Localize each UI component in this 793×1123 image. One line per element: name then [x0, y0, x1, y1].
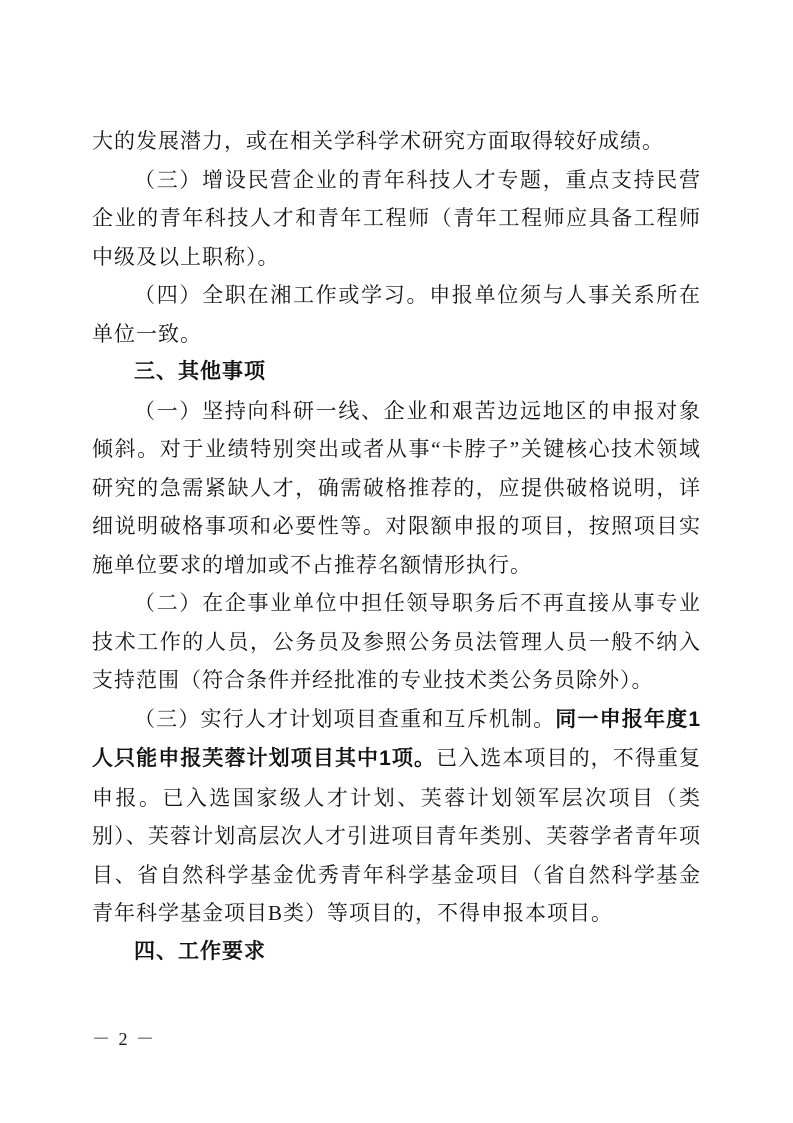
paragraph-text: （三）增设民营企业的青年科技人才专题，重点支持民营企业的青年科技人才和青年工程师（青年工程师应具备工程师中级及以上职称）。 — [92, 167, 701, 269]
paragraph-item-3-section2 — [92, 161, 701, 277]
document-body — [92, 122, 701, 971]
paragraph-text: 已入选本项目的，不得重复申报。已入选国家级人才计划、芙蓉计划领军层次项目（类别）、芙蓉计划高层次人才引进项目青年类别、芙蓉学者青年项目、省自然科学基金优秀青年科学基金项目（省自然科学基金青年科学基金项目B类）等项目的，不得申报本项目。 — [92, 746, 702, 925]
paragraph-text: （四）全职在湘工作或学习。申报单位须与人事关系所在单位一致。 — [92, 283, 701, 346]
paragraph-item-1-section3 — [92, 392, 701, 585]
paragraph-item-3-section3 — [92, 700, 701, 933]
paragraph-bold-text: 同一申报年度1人只能申报芙蓉计划项目其中1项。 — [92, 707, 701, 770]
paragraph-text: （三）实行人才计划项目查重和互斥机制。 — [134, 706, 556, 731]
section-heading-other-matters — [92, 353, 701, 392]
paragraph-text: 大的发展潜力，或在相关学科学术研究方面取得较好成绩。 — [92, 129, 664, 153]
paragraph-continuation — [92, 122, 701, 161]
section-heading-work-requirements — [92, 933, 701, 972]
paragraph-text: （一）坚持向科研一线、企业和艰苦边远地区的申报对象倾斜。对于业绩特别突出或者从事“卡脖子”关键核心技术领域研究的急需紧缺人才，确需破格推荐的，应提供破格说明，详细说明破格事项和必要性等。对限额申报的项目，按照项目实施单位要求的增加或不占推荐名额情形执行。 — [92, 398, 701, 577]
heading-text: 四、工作要求 — [134, 939, 266, 963]
page-number: － 2 － — [92, 1029, 156, 1049]
paragraph-text: （二）在企事业单位中担任领导职务后不再直接从事专业技术工作的人员，公务员及参照公务员法管理人员一般不纳入支持范围（符合条件并经批准的专业技术类公务员除外）。 — [92, 591, 701, 692]
paragraph-item-2-section3 — [92, 584, 701, 700]
paragraph-item-4-section2 — [92, 276, 701, 353]
heading-text: 三、其他事项 — [134, 360, 266, 383]
